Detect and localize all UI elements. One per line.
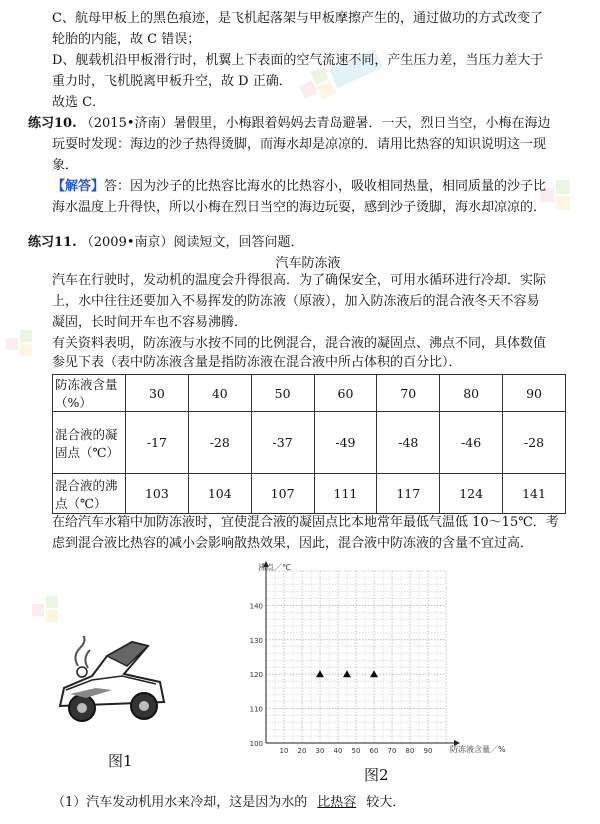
- table-cell: 70: [377, 375, 440, 412]
- exercise-10-line2: 玩耍时发现：海边的沙子热得烫脚，而海水却是凉凉的．请用比热容的知识说明这一现: [52, 137, 547, 152]
- y-tick-label: 140: [249, 602, 263, 611]
- para3-line1: 在给汽车水箱中加防冻液时，宜使混合液的凝固点比本地常年最低气温低 10～15℃．考: [52, 515, 559, 530]
- table-cell: 111: [314, 474, 377, 514]
- answer-choice: 故选 C．: [52, 95, 106, 110]
- table-cell: 124: [440, 474, 503, 514]
- x-tick-label: 10: [279, 747, 289, 755]
- para2-line1: 有关资料表明，防冻液与水按不同的比例混合，混合液的凝固点、沸点不同，具体数值: [52, 336, 547, 351]
- table-cell: 117: [377, 474, 440, 514]
- x-tick-label: 60: [369, 747, 379, 755]
- table-cell: 30: [126, 375, 189, 412]
- table-cell: 80: [440, 375, 503, 412]
- x-tick-label: 20: [297, 747, 307, 755]
- row-label: 防冻液含量（%）: [53, 375, 126, 412]
- exercise-10-label: 练习10.: [28, 116, 77, 131]
- answer-10-line2: 海水温度上升得快，所以小梅在烈日当空的海边玩耍，感到沙子烫脚，海水却凉凉的．: [52, 200, 547, 215]
- table-cell: 141: [503, 474, 566, 514]
- row-label: 混合液的凝固点（℃）: [53, 412, 126, 474]
- chart-ticks: [250, 602, 433, 755]
- car-engine-illustration: [52, 636, 170, 728]
- answer-10-text: 答：因为沙子的比热容比海水的比热容小，吸收相同热量，相同质量的沙子比: [104, 179, 547, 194]
- table-row: [53, 375, 566, 412]
- table-cell: -28: [503, 412, 566, 474]
- antifreeze-table: [52, 374, 566, 514]
- data-point-triangle: [370, 670, 378, 677]
- figure-2-caption: 图2: [364, 766, 389, 784]
- data-point-triangle: [316, 670, 324, 677]
- table-row: [53, 412, 566, 474]
- table-cell: 104: [188, 474, 251, 514]
- y-axis-label: 沸点／℃: [258, 563, 291, 572]
- option-d-line1: D、舰载机沿甲板滑行时，机翼上下表面的空气流速不同，产生压力差，当压力差大于: [52, 53, 544, 68]
- table-cell: -17: [126, 412, 189, 474]
- exercise-10-line3: 象．: [52, 158, 79, 173]
- question-1-text: （1）汽车发动机用水来冷却，这是因为水的: [52, 795, 308, 810]
- table-cell: -46: [440, 412, 503, 474]
- para2-line2: 参见下表（表中防冻液含量是指防冻液在混合液中所占体积的百分比）．: [52, 355, 462, 370]
- chart-axes: [263, 561, 460, 746]
- table-cell: 50: [251, 375, 314, 412]
- para3-line2: 虑到混合液比热容的减小会影响散热效果，因此，混合液中防冻液的含量不宜过高．: [52, 536, 534, 551]
- question-1-answer-blank: 比热容: [317, 795, 357, 810]
- row-label: 混合液的沸点（℃）: [53, 474, 126, 514]
- data-point-triangle: [343, 670, 351, 677]
- x-tick-label: 30: [315, 747, 325, 755]
- table-cell: 107: [251, 474, 314, 514]
- exercise-10-line1: [28, 113, 588, 134]
- watermark-logo: [32, 596, 72, 636]
- option-c-line1: C、航母甲板上的黑色痕迹，是飞机起落架与甲板摩擦产生的，通过做功的方式改变了: [52, 11, 543, 26]
- x-tick-label: 90: [423, 747, 433, 755]
- table-cell: -37: [251, 412, 314, 474]
- table-cell: 103: [126, 474, 189, 514]
- x-tick-label: 50: [351, 747, 361, 755]
- answer-tag: 【解答】: [52, 179, 105, 194]
- table-cell: -49: [314, 412, 377, 474]
- option-c-line2: 轮胎的内能，故 C 错误；: [52, 32, 201, 47]
- option-d-line2: 重力时，飞机脱离甲板升空，故 D 正确．: [52, 74, 292, 89]
- table-cell: 40: [188, 375, 251, 412]
- article-title: 汽车防冻液: [275, 256, 341, 271]
- boiling-point-chart: [240, 560, 520, 760]
- question-1-end: 较大．: [366, 795, 406, 810]
- table-cell: -28: [188, 412, 251, 474]
- answer-10-line1: [28, 176, 600, 197]
- table-cell: 90: [503, 375, 566, 412]
- table-cell: -48: [377, 412, 440, 474]
- y-tick-label: 100: [249, 740, 263, 748]
- question-1: [28, 792, 600, 813]
- para1-line2: 上，水中往往还要加入不易挥发的防冻液（原液），加入防冻液后的混合液冬天不容易: [52, 294, 540, 309]
- para1-line1: 汽车在行驶时，发动机的温度会升得很高．为了确保安全，可用水循环进行冷却．实际: [52, 273, 547, 288]
- figure-1-caption: 图1: [108, 752, 133, 770]
- exercise-11-label: 练习11.: [28, 235, 77, 250]
- table-row: [53, 474, 566, 514]
- y-tick-label: 110: [249, 705, 263, 714]
- x-tick-label: 80: [405, 747, 415, 755]
- exercise-11-line1: [28, 232, 588, 253]
- y-tick-label: 130: [249, 636, 263, 645]
- x-axis-label: 防冻液含量／%: [450, 745, 506, 754]
- y-tick-label: 120: [249, 671, 263, 680]
- para1-line3: 凝固，长时间开车也不容易沸腾．: [52, 315, 248, 330]
- exercise-10-text: （2015•济南）暑假里，小梅跟着妈妈去青岛避暑．一天，烈日当空，小梅在海边: [80, 116, 551, 131]
- table-cell: 60: [314, 375, 377, 412]
- x-tick-label: 40: [333, 747, 343, 755]
- chart-points: [316, 670, 378, 677]
- exercise-11-text: （2009•南京）阅读短文，回答问题．: [80, 235, 304, 250]
- x-tick-label: 70: [387, 747, 397, 755]
- chart-grid: [266, 571, 446, 743]
